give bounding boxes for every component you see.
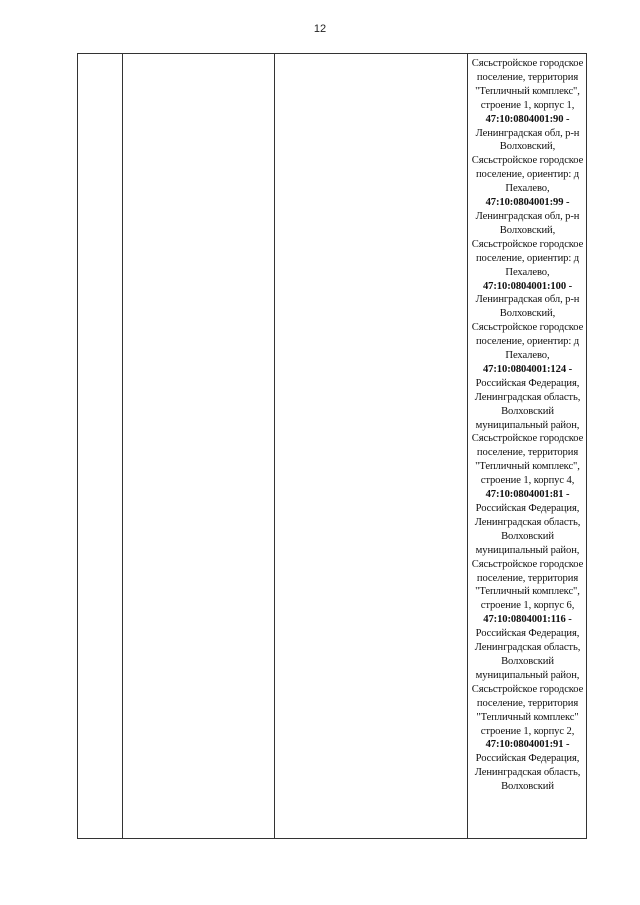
- address-line: муниципальный район,: [475, 419, 580, 431]
- cadastral-number: 47:10:0804001:99 -: [485, 197, 570, 209]
- address-line: поселение, территория: [476, 447, 579, 459]
- address-line: муниципальный район,: [475, 669, 580, 681]
- address-line: Российская Федерация,: [475, 503, 580, 514]
- address-line: строение 1, корпус 2,: [480, 725, 575, 737]
- address-line: Пехалево,: [505, 266, 550, 278]
- address-line: Сясьстройское городское: [471, 558, 584, 570]
- address-line: Ленинградская обл, р-н: [475, 127, 580, 139]
- address-line: строение 1, корпус 4,: [480, 475, 575, 487]
- address-line: Ленинградская область,: [474, 391, 581, 403]
- table-column-divider-2: [274, 54, 275, 838]
- address-line: Сясьстройское городское: [471, 322, 584, 334]
- address-line: Пехалево,: [505, 183, 550, 195]
- address-line: муниципальный район,: [475, 544, 580, 556]
- address-line: Волховский,: [499, 141, 556, 153]
- cadastral-number: 47:10:0804001:91 -: [485, 739, 570, 751]
- address-line: Волховский: [501, 405, 554, 417]
- address-line: Волховский,: [499, 308, 556, 320]
- address-line: Ленинградская обл, р-н: [475, 294, 580, 306]
- document-table: [77, 53, 587, 839]
- address-line: Российская Федерация,: [475, 753, 580, 765]
- address-line: Ленинградская область,: [474, 767, 581, 779]
- address-line: Сясьстройское городское: [471, 238, 584, 250]
- address-line: строение 1, корпус 1,: [480, 99, 575, 111]
- address-line: поселение, ориентир: д: [475, 252, 580, 264]
- address-line: Сясьстройское городское: [471, 58, 584, 69]
- address-line: "Тепличный комплекс": [476, 711, 579, 723]
- address-line: "Тепличный комплекс",: [475, 461, 580, 473]
- address-line: Российская Федерация,: [475, 628, 580, 640]
- address-line: Волховский,: [499, 224, 556, 236]
- address-line: Ленинградская область,: [474, 516, 581, 528]
- address-line: поселение, территория: [476, 572, 579, 584]
- page-number: 12: [313, 23, 327, 35]
- cadastral-number: 47:10:0804001:90 -: [485, 113, 570, 125]
- address-line: поселение, ориентир: д: [475, 169, 580, 181]
- address-line: Сясьстройское городское: [471, 155, 584, 167]
- address-line: Волховский: [501, 530, 554, 542]
- address-line: поселение, территория: [476, 697, 579, 709]
- address-line: Пехалево,: [505, 350, 550, 362]
- table-cell-addresses: [468, 57, 587, 794]
- table-column-divider-1: [122, 54, 123, 838]
- address-line: Ленинградская обл, р-н: [475, 210, 580, 222]
- address-line: поселение, ориентир: д: [475, 336, 580, 348]
- address-line: "Тепличный комплекс",: [475, 85, 580, 97]
- cadastral-number: 47:10:0804001:100 -: [482, 280, 573, 292]
- address-line: Ленинградская область,: [474, 642, 581, 654]
- address-line: Сясьстройское городское: [471, 683, 584, 695]
- address-line: Сясьстройское городское: [471, 433, 584, 445]
- address-line: Волховский: [501, 781, 554, 793]
- address-line: Российская Федерация,: [475, 377, 580, 389]
- cadastral-number: 47:10:0804001:116 -: [483, 614, 572, 626]
- address-line: поселение, территория: [476, 71, 579, 83]
- cadastral-number: 47:10:0804001:81 -: [485, 489, 570, 501]
- address-line: "Тепличный комплекс",: [475, 586, 580, 598]
- cadastral-number: 47:10:0804001:124 -: [482, 363, 573, 375]
- address-line: Волховский: [501, 655, 554, 667]
- address-line: строение 1, корпус 6,: [480, 600, 575, 612]
